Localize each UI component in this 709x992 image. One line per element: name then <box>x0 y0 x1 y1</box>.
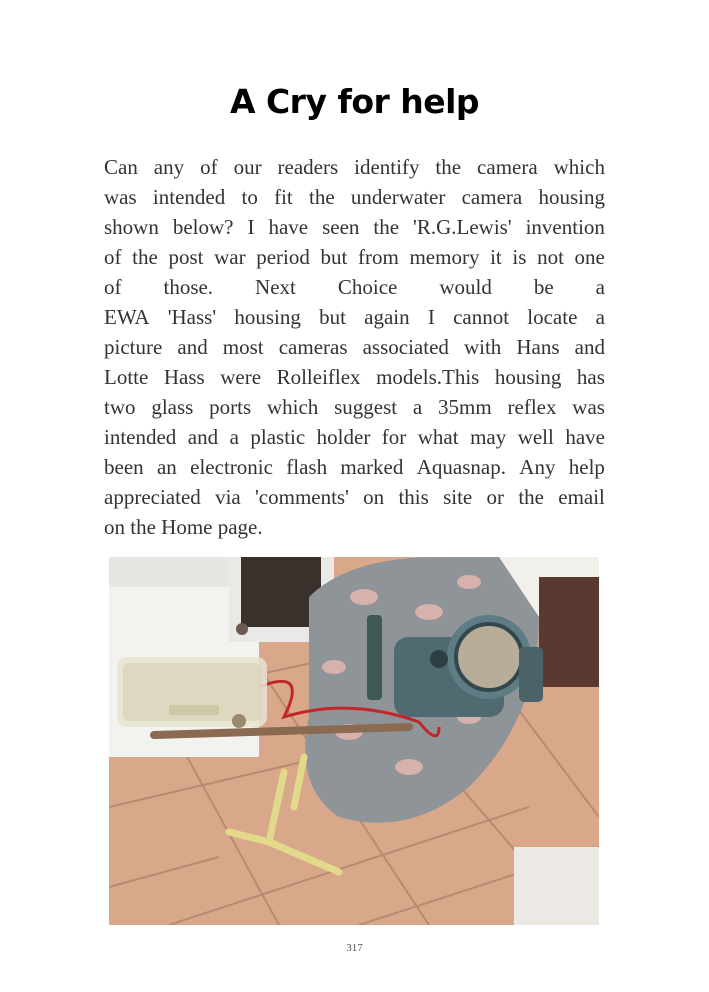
body-word: appreciated <box>104 485 201 509</box>
body-word: which <box>553 155 605 179</box>
body-word: intended <box>104 425 177 449</box>
body-word: Lotte <box>104 365 149 389</box>
body-word: glass <box>151 395 194 419</box>
page-title: A Cry for help <box>229 82 480 121</box>
body-word: help <box>568 455 605 479</box>
body-word: again <box>364 305 410 329</box>
body-line-6 <box>104 302 605 332</box>
body-word: underwater <box>350 185 446 209</box>
body-word: or <box>486 485 505 509</box>
body-word: post <box>168 245 204 269</box>
body-word: I <box>427 305 435 329</box>
body-word: from <box>358 245 399 269</box>
body-word: readers <box>277 155 339 179</box>
body-line-9 <box>104 392 605 422</box>
body-word: two <box>104 395 136 419</box>
body-word: models.This <box>376 365 480 389</box>
body-word: site <box>443 485 473 509</box>
body-word: a <box>412 395 423 419</box>
body-word: housing <box>234 305 301 329</box>
body-word: I <box>247 215 255 239</box>
body-word: was <box>572 395 605 419</box>
body-line-2 <box>104 182 605 212</box>
body-word: period <box>256 245 310 269</box>
body-word: below? <box>172 215 234 239</box>
body-word: seen <box>322 215 360 239</box>
body-word: not <box>537 245 564 269</box>
body-word: flash <box>286 455 328 479</box>
body-word: camera <box>461 185 523 209</box>
body-word: 35mm <box>438 395 492 419</box>
body-word: have <box>268 215 309 239</box>
body-word: the <box>132 245 158 269</box>
body-word: Rolleiflex <box>276 365 361 389</box>
body-word: Can <box>104 155 138 179</box>
body-word: with <box>463 335 502 359</box>
body-line-8 <box>104 362 605 392</box>
body-word: for <box>381 425 407 449</box>
body-word: a <box>595 305 605 329</box>
body-word: Any <box>519 455 556 479</box>
body-word: 'Hass' <box>167 305 217 329</box>
body-line-7 <box>104 332 605 362</box>
body-word: this <box>398 485 429 509</box>
body-word: EWA <box>104 305 150 329</box>
body-word: the <box>435 155 462 179</box>
body-word: what <box>417 425 459 449</box>
body-word: identify <box>354 155 420 179</box>
body-word: to <box>241 185 258 209</box>
body-word: fit <box>274 185 293 209</box>
body-word: of <box>104 275 122 299</box>
body-word: has <box>576 365 605 389</box>
body-word: have <box>565 425 605 449</box>
body-word: associated <box>362 335 449 359</box>
body-word: Next <box>255 275 296 299</box>
body-word: most <box>222 335 264 359</box>
body-word: and <box>574 335 605 359</box>
page-number: 317 <box>346 942 363 954</box>
body-word: housing <box>494 365 562 389</box>
body-word: Aquasnap. <box>416 455 506 479</box>
body-word: marked <box>340 455 404 479</box>
body-line-11 <box>104 452 605 482</box>
body-word: via <box>215 485 241 509</box>
article-body <box>104 152 605 542</box>
body-word: and <box>187 425 219 449</box>
body-line-10 <box>104 422 605 452</box>
body-word: been <box>104 455 144 479</box>
body-word: the <box>518 485 544 509</box>
body-word: camera <box>477 155 538 179</box>
body-word: 'R.G.Lewis' <box>413 215 512 239</box>
body-word: is <box>512 245 527 269</box>
body-word: would <box>439 275 492 299</box>
body-word: was <box>104 185 137 209</box>
body-word: any <box>153 155 185 179</box>
body-word: locate <box>527 305 578 329</box>
camera-housing-photo <box>109 557 599 925</box>
body-word: those. <box>163 275 214 299</box>
body-word: it <box>490 245 502 269</box>
body-word: cannot <box>453 305 510 329</box>
body-word: Hass <box>163 365 205 389</box>
body-word: picture <box>104 335 163 359</box>
body-word: housing <box>538 185 605 209</box>
body-word: which <box>266 395 319 419</box>
body-word: an <box>156 455 177 479</box>
body-word: the <box>373 215 400 239</box>
body-word: 'comments' <box>255 485 349 509</box>
body-word: our <box>233 155 262 179</box>
body-line-last: on the Home page. <box>104 515 263 539</box>
body-word: intended <box>152 185 226 209</box>
body-word: the <box>309 185 335 209</box>
body-word: of <box>200 155 218 179</box>
body-word: well <box>517 425 554 449</box>
body-word: memory <box>409 245 480 269</box>
body-word: Choice <box>337 275 398 299</box>
body-word: email <box>558 485 605 509</box>
body-word: cameras <box>278 335 348 359</box>
body-word: of <box>104 245 122 269</box>
body-word: suggest <box>334 395 398 419</box>
body-word: be <box>533 275 554 299</box>
body-word: plastic <box>250 425 306 449</box>
body-word: ports <box>209 395 252 419</box>
body-line-4 <box>104 242 605 272</box>
body-word: shown <box>104 215 159 239</box>
body-word: electronic <box>190 455 273 479</box>
body-word: on <box>363 485 385 509</box>
body-word: but <box>319 305 346 329</box>
body-word: may <box>470 425 507 449</box>
photo-illustration <box>109 557 599 925</box>
body-word: reflex <box>507 395 557 419</box>
body-line-3 <box>104 212 605 242</box>
body-word: a <box>229 425 239 449</box>
body-word: were <box>220 365 262 389</box>
body-word: and <box>177 335 208 359</box>
body-line-5 <box>104 272 605 302</box>
body-line-1 <box>104 152 605 182</box>
body-word: war <box>214 245 246 269</box>
body-word: one <box>574 245 605 269</box>
body-word: Hans <box>516 335 560 359</box>
body-word: a <box>595 275 605 299</box>
body-line-12 <box>104 482 605 512</box>
body-word: holder <box>316 425 371 449</box>
body-word: invention <box>525 215 605 239</box>
body-word: but <box>320 245 348 269</box>
